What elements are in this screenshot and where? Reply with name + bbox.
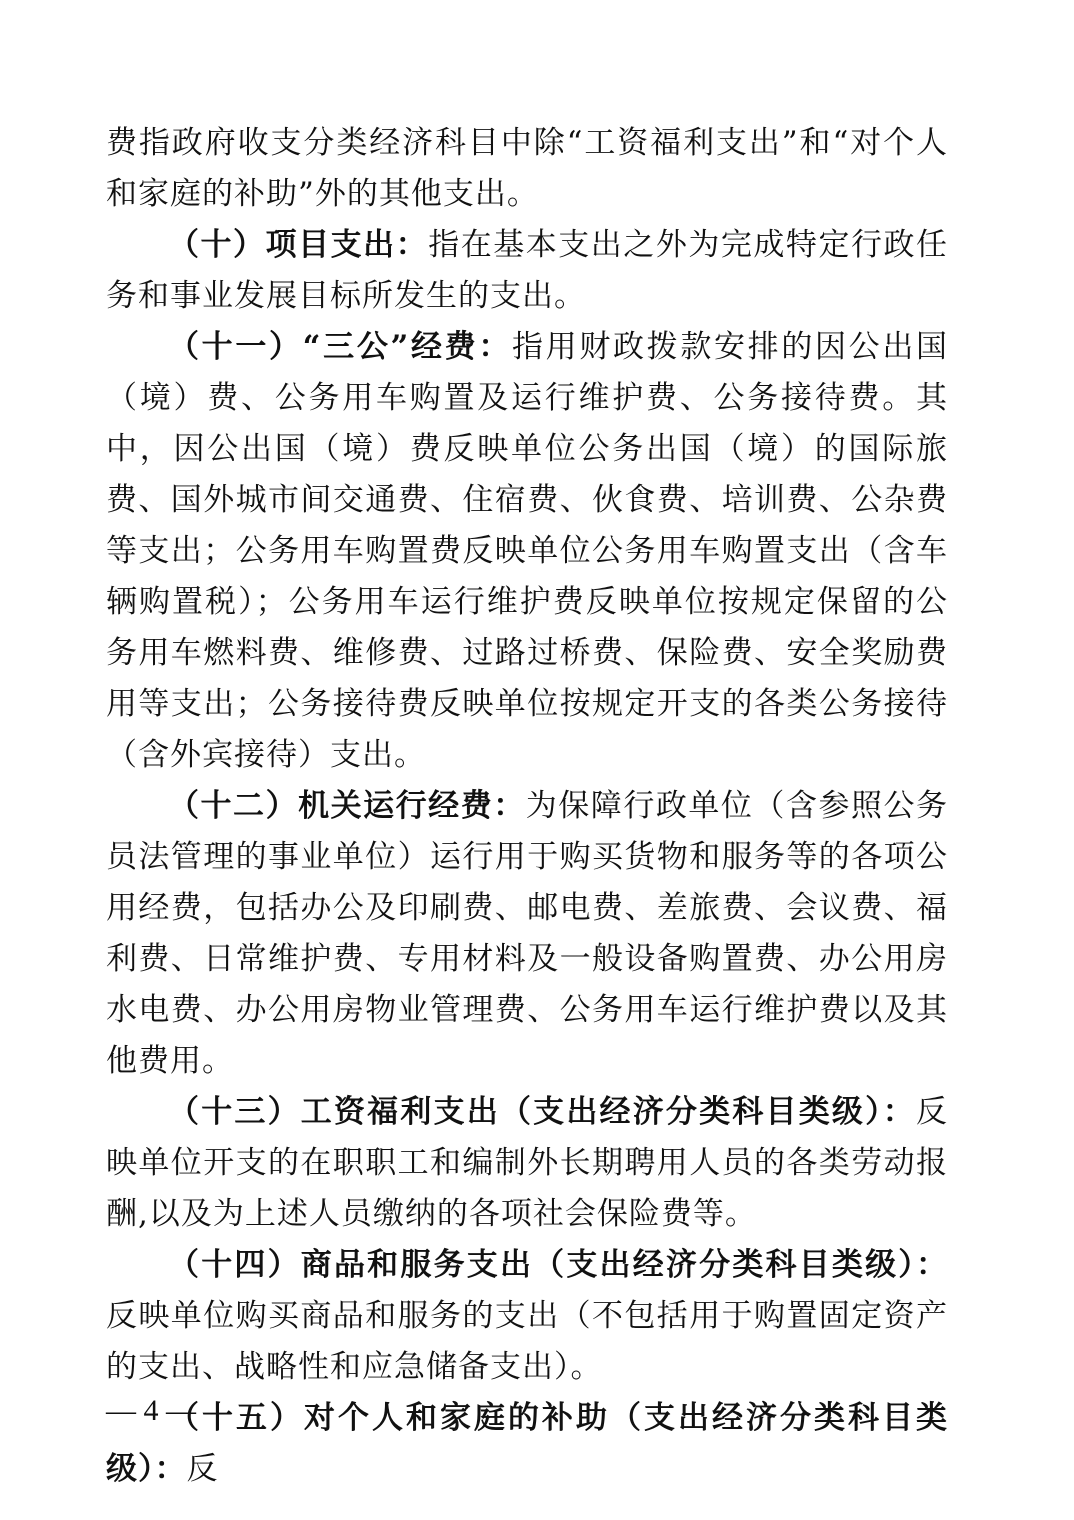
paragraph-heading: （十三）工资福利支出（支出经济分类科目类级）：: [168, 1094, 916, 1130]
paragraph-heading: （十四）商品和服务支出（支出经济分类科目类级）：: [168, 1247, 948, 1283]
paragraph-body: 为保障行政单位（含参照公务员法管理的事业单位）运行用于购买货物和服务等的各项公用经费，包括办公及印刷费、邮电费、差旅费、会议费、福利费、日常维护费、专用材料及一般设备购置费、办公用房水电费、办公用房物业管理费、公务用车运行维护费以及其他费用。: [106, 788, 949, 1079]
paragraph-heading: （十）项目支出：: [168, 227, 429, 263]
paragraph-item-13: [106, 1087, 948, 1240]
paragraph-heading: （十一）“三公”经费：: [168, 329, 512, 365]
paragraph-continuation: [106, 118, 948, 220]
paragraph-heading: （十二）机关运行经费：: [168, 788, 526, 824]
paragraph-body: 反映单位购买商品和服务的支出（不包括用于购置固定资产的支出、战略性和应急储备支出）。: [106, 1298, 948, 1385]
paragraph-body: 指用财政拨款安排的因公出国（境）费、公务用车购置及运行维护费、公务接待费。其中，因公出国（境）费反映单位公务出国（境）的国际旅费、国外城市间交通费、住宿费、伙食费、培训费、公杂费等支出；公务用车购置费反映单位公务用车购置支出（含车辆购置税）；公务用车运行维护费反映单位按规定保留的公务用车燃料费、维修费、过路过桥费、保险费、安全奖励费用等支出；公务接待费反映单位按规定开支的各类公务接待（含外宾接待）支出。: [106, 329, 948, 773]
page-number: — 4 —: [106, 1394, 196, 1427]
document-page: [106, 118, 948, 1495]
paragraph-item-11: [106, 322, 948, 781]
paragraph-body: 反: [186, 1451, 219, 1487]
paragraph-body: 指在基本支出之外为完成特定行政任务和事业发展目标所发生的支出。: [106, 227, 949, 314]
paragraph-item-15: [106, 1393, 948, 1495]
paragraph-body: 费指政府收支分类经济科目中除“工资福利支出”和“对个人和家庭的补助”外的其他支出。: [106, 125, 948, 212]
paragraph-item-10: [106, 220, 948, 322]
paragraph-item-14: [106, 1240, 948, 1393]
paragraph-item-12: [106, 781, 948, 1087]
paragraph-heading: （十五）对个人和家庭的补助（支出经济分类科目类级）：: [106, 1400, 948, 1487]
paragraph-body: 反映单位开支的在职职工和编制外长期聘用人员的各类劳动报酬,以及为上述人员缴纳的各项社会保险费等。: [106, 1094, 948, 1232]
